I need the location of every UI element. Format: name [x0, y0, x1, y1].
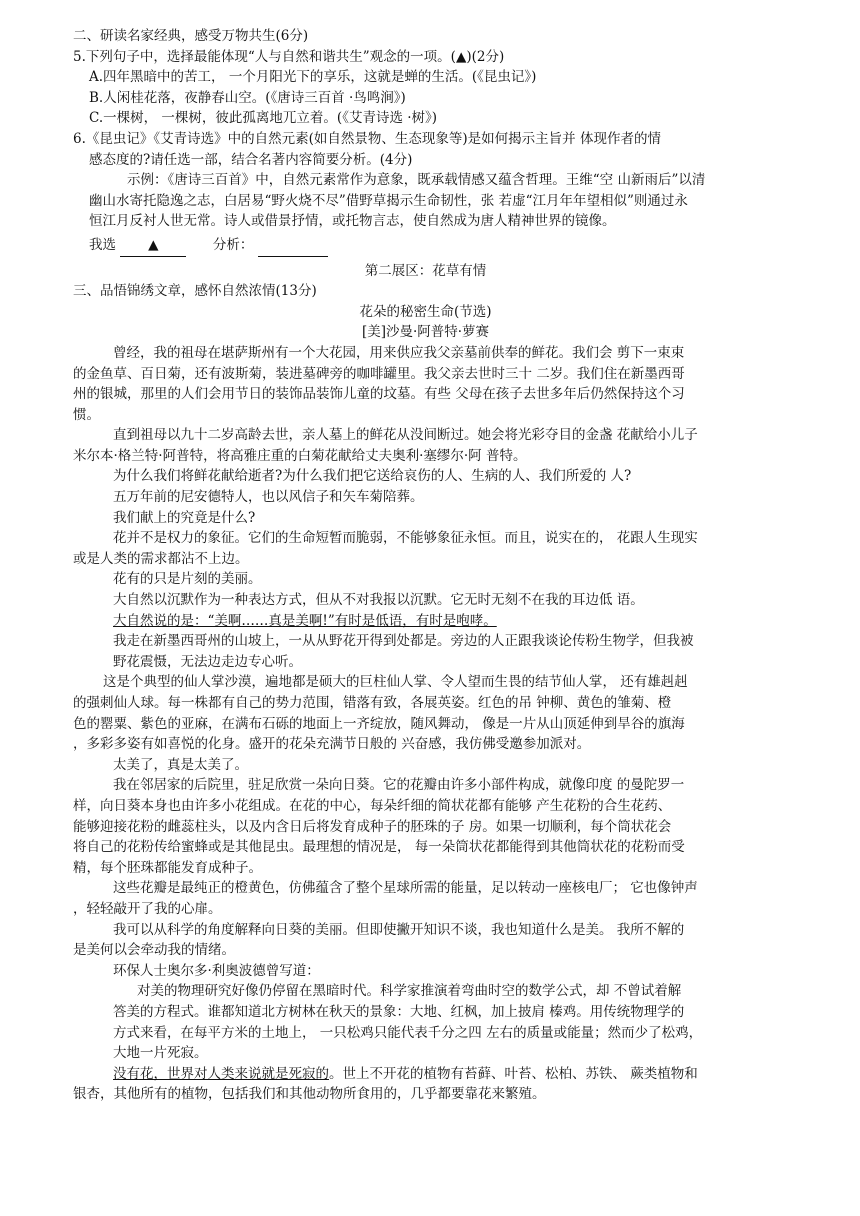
article-line: 曾经，我的祖母在堪萨斯州有一个大花园，用来供应我父亲墓前供奉的鲜花。我们会 剪下一束束 — [113, 344, 685, 361]
article-line: 这些花瓣是最纯正的橙黄色，仿佛蕴含了整个星球所需的能量，足以转动一座核电厂； 它也像钟声 — [113, 880, 698, 897]
article-line: 米尔本·格兰特·阿普特，将高雅庄重的白菊花献给丈夫奥利·塞缪尔·阿 普特。 — [73, 447, 527, 464]
answer-line — [73, 235, 778, 257]
section3-heading: 三、品悟锦绣文章，感怀自然浓情(13分) — [73, 283, 317, 300]
article-line: 的强刺仙人球。每一株都有自己的势力范围，错落有致，各展英姿。红色的吊 钟柳、黄色的雏菊、橙 — [73, 695, 672, 711]
article-line: 对美的物理研究好像仍停留在黑暗时代。科学家推演着弯曲时空的数学公式，却 不曾试着解 — [137, 983, 682, 1000]
question-5-option-a: A.四年黑暗中的苦工， 一个月阳光下的享乐，这就是蝉的生活。(《昆虫记》) — [89, 69, 537, 86]
question-6-stem-line1: 6.《昆虫记》《艾青诗选》中的自然元素(如自然景物、生态现象等)是如何揭示主旨并 体现作者的情 — [73, 130, 661, 147]
article-line: 环保人士奥尔多·利奥波德曾写道： — [113, 962, 320, 979]
article-line: 或是人类的需求都沾不上边。 — [73, 550, 249, 567]
article-line: ，轻轻敲开了我的心扉。 — [73, 900, 222, 917]
article-line: 大自然以沉默作为一种表达方式，但从不对我报以沉默。它无时无刻不在我的耳边低 语。 — [113, 592, 644, 609]
article-line: 州的银城，那里的人们会用节日的装饰品装饰儿童的坟墓。有些 父母在孩子去世多年后仍然保持这个习 — [73, 386, 685, 403]
article-line: 样，向日葵本身也由许多小花组成。在花的中心，每朵纤细的简状花都有能够 产生花粉的合生花药、 — [73, 797, 672, 814]
example-line3: 恒江月反衬人世无常。诗人或借景抒情，或托物言志，使自然成为唐人精神世界的镜像。 — [89, 213, 616, 230]
article-line: 的金鱼草、百日菊，还有波斯菊，装进墓碑旁的咖啡罐里。我父亲去世时三十 二岁。我们住在新墨西哥 — [73, 365, 685, 382]
article-author: [美]沙曼·阿普特·萝赛 — [361, 324, 490, 341]
article-line: 大自然说的是：“美啊……真是美啊!”有时是低语，有时是咆哮。 — [113, 612, 497, 629]
article-line: 我走在新墨西哥州的山坡上，一从从野花开得到处都是。旁边的人正跟我谈论传粉生物学，但我被 — [113, 633, 694, 650]
underlined-sentence: 没有花，世界对人类来说就是死寂的 — [113, 1065, 329, 1082]
article-line: 这是个典型的仙人掌沙漠，遍地都是硕大的巨柱仙人掌、令人望而生畏的结节仙人掌， 还有雄赳赳 — [103, 674, 688, 691]
document-page — [73, 26, 778, 1105]
example-line2: 幽山水寄托隐逸之志，白居易“野火烧不尽”借野草揭示生命韧性，张 若虚“江月年年望相似”则通过永 — [89, 192, 688, 209]
article-line: 将自己的花粉传给蜜蜂或是其他昆虫。最理想的情况是， 每一朵筒状花都能得到其他筒状花的花粉而受 — [73, 839, 685, 856]
sentence-rest: 。世上不开花的植物有苔藓、叶苔、松柏、苏铁、 蕨类植物和 — [329, 1065, 698, 1082]
article-line: 为什么我们将鲜花献给逝者?为什么我们把它送给哀伤的人、生病的人、我们所爱的 人? — [113, 468, 632, 485]
article-line: 是美何以会牵动我的情绪。 — [73, 942, 235, 959]
answer-choice-blank[interactable]: ▲ — [120, 235, 186, 257]
article-line: 野花震慑，无法边走边专心听。 — [113, 653, 302, 670]
article-line: 精，每个胚珠都能发育成种子。 — [73, 859, 262, 876]
article-line: 花并不是权力的象征。它们的生命短暂而脆弱，不能够象征永恒。而且，说实在的， 花跟人生现实 — [113, 530, 698, 547]
question-5-stem: 5.下列句子中，选择最能体现“人与自然和谐共生”观念的一项。(▲)(2分) — [73, 48, 505, 65]
article-line: 惯。 — [73, 406, 100, 423]
article-line: 色的罂粟、紫色的亚麻，在满布石砾的地面上一齐绽放，随风舞动， 像是一片从山顶延伸到旱谷的旗海 — [73, 715, 685, 732]
article-line: 太美了，真是太美了。 — [113, 756, 248, 773]
article-line: 能够迎接花粉的雌蕊柱头，以及内含日后将发育成种子的胚珠的子 房。如果一切顺利，每个筒状花会 — [73, 818, 672, 835]
question-5-option-c: C.一棵树， 一棵树，彼此孤离地兀立着。(《艾青诗选 ·树》) — [89, 110, 438, 127]
example-line1: 示例：《唐诗三百首》中，自然元素常作为意象，既承载情感又蕴含哲理。王维“空 山新雨后”以清 — [127, 172, 706, 189]
article-line: 我们献上的究竟是什么? — [113, 509, 256, 526]
article-line: 大地一片死寂。 — [113, 1045, 208, 1062]
section2-heading: 二、研读名家经典，感受万物共生(6分) — [73, 28, 309, 44]
question-5-option-b: B.人闲桂花落，夜静春山空。(《唐诗三百首 ·鸟鸣涧》) — [89, 89, 406, 106]
answer-prefix: 我选 — [89, 236, 116, 253]
article-final-line: 银杏，其他所有的植物，包括我们和其他动物所食用的，几乎都要靠花来繁殖。 — [73, 1086, 546, 1103]
article-line: 答美的方程式。谁都知道北方树林在秋天的景象：大地、红枫，加上披肩 榛鸡。用传统物理学的 — [113, 1003, 685, 1020]
article-line: 花有的只是片刻的美丽。 — [113, 571, 262, 588]
analysis-blank[interactable] — [258, 235, 328, 257]
article-body — [73, 343, 778, 1064]
analysis-label: 分析： — [212, 236, 254, 253]
question-6-stem-line2: 感态度的?请任选一部，结合名著内容简要分析。(4分) — [89, 151, 413, 168]
article-line: 方式来看，在每平方米的土地上， 一只松鸡只能代表千分之四 左右的质量或能量；然而少了松鸡， — [113, 1024, 703, 1041]
article-line: ，多彩多姿有如喜悦的化身。盛开的花朵充满节日般的 兴奋感，我仿佛受邀参加派对。 — [73, 736, 591, 753]
article-line: 我在邻居家的后院里，驻足欣赏一朵向日葵。它的花瓣由许多小部件构成，就像印度 的曼陀罗一 — [113, 777, 685, 794]
article-title: 花朵的秘密生命(节选) — [359, 303, 492, 320]
article-line: 五万年前的尼安德特人，也以风信子和矢车菊陪葬。 — [113, 489, 424, 506]
exhibit-title: 第二展区：花草有情 — [364, 262, 487, 279]
article-line: 直到祖母以九十二岁高龄去世，亲人墓上的鲜花从没间断过。她会将光彩夺目的金盏 花献给小儿子 — [113, 427, 698, 444]
article-line: 我可以从科学的角度解释向日葵的美丽。但即使撇开知识不谈，我也知道什么是美。 我所不解的 — [113, 921, 685, 938]
article-line-underlined-ending — [73, 1064, 778, 1085]
